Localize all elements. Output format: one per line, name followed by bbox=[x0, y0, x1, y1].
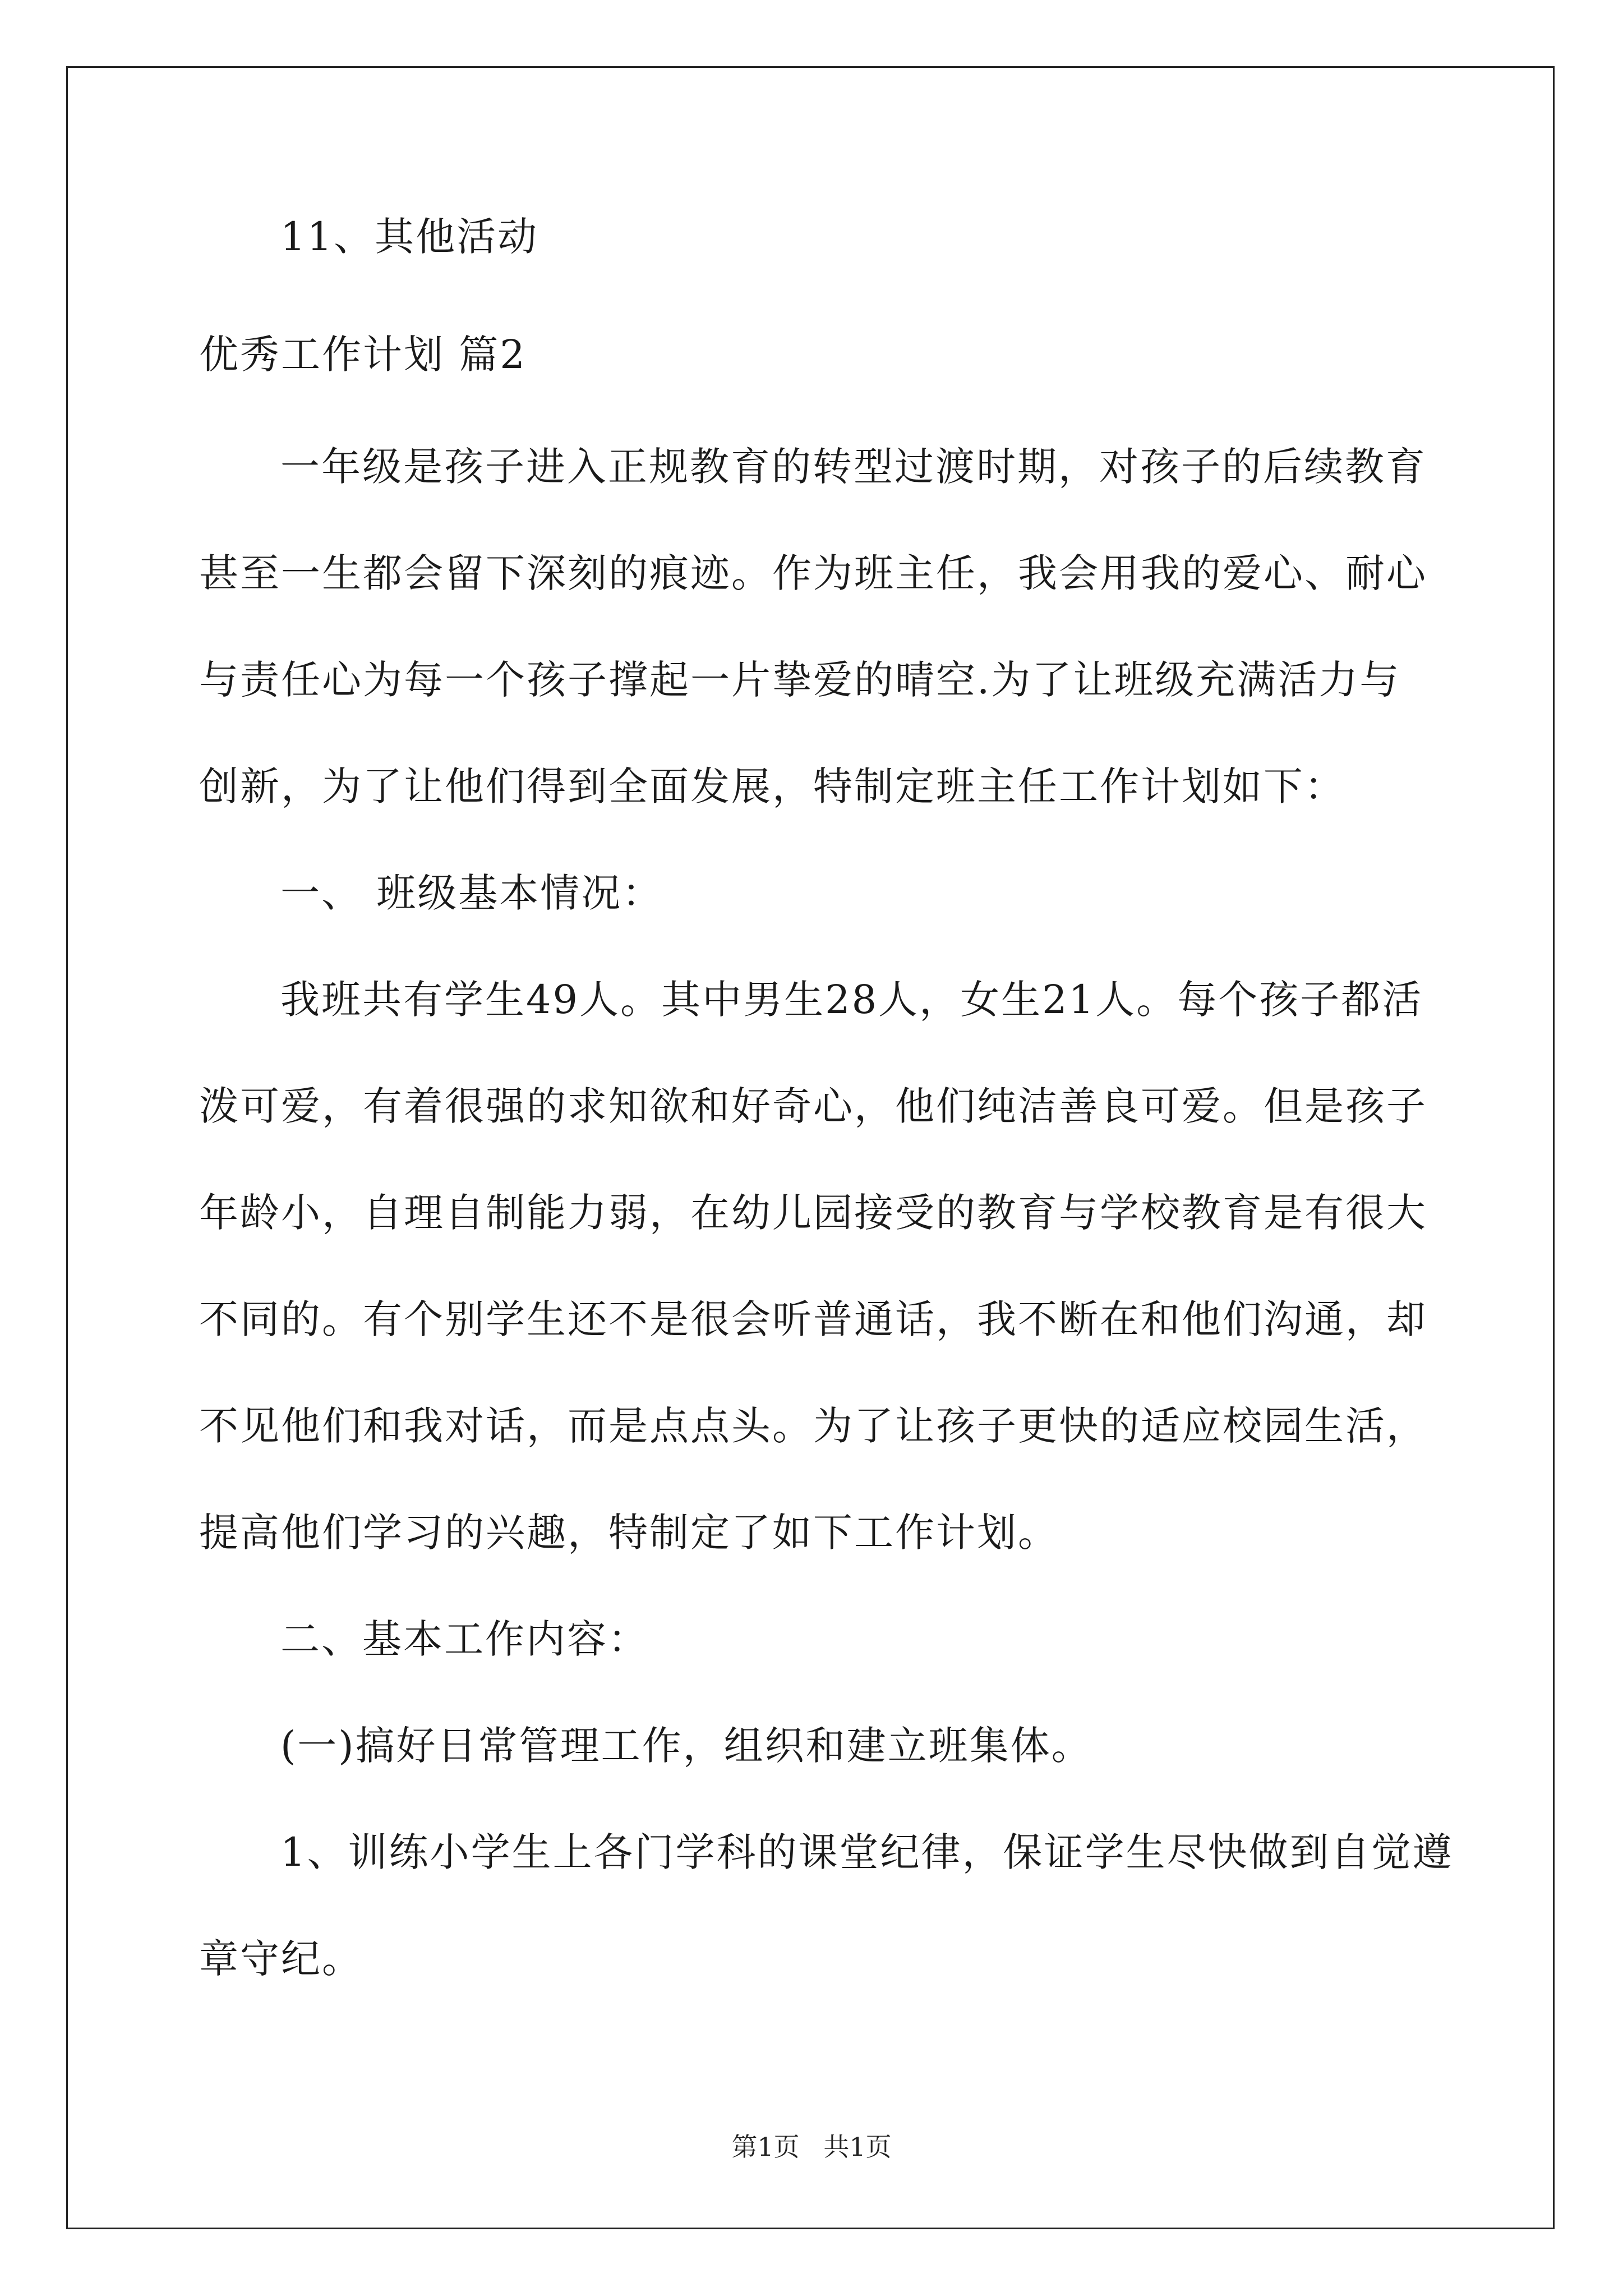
text-line: 创新，为了让他们得到全面发展，特制定班主任工作计划如下： bbox=[199, 763, 1345, 809]
text-line: 11、其他活动 bbox=[280, 214, 539, 260]
text-line: 1、训练小学生上各门学科的课堂纪律，保证学生尽快做到自觉遵 bbox=[280, 1829, 1454, 1875]
text-line: 我班共有学生49人。其中男生28人，女生21人。每个孩子都活 bbox=[280, 977, 1423, 1023]
text-line: 章守纪。 bbox=[199, 1936, 363, 1982]
text-line: 不同的。有个别学生还不是很会听普通话，我不断在和他们沟通，却 bbox=[199, 1296, 1427, 1342]
page-footer bbox=[0, 2132, 1623, 2162]
text-line: 甚至一生都会留下深刻的痕迹。作为班主任，我会用我的爱心、耐心 bbox=[199, 550, 1427, 596]
text-line: 泼可爱，有着很强的求知欲和好奇心，他们纯洁善良可爱。但是孩子 bbox=[199, 1083, 1427, 1129]
text-line: 一、 班级基本情况： bbox=[280, 870, 663, 916]
text-line: (一)搞好日常管理工作，组织和建立班集体。 bbox=[280, 1723, 1092, 1769]
text-line: 与责任心为每一个孩子撑起一片挚爱的晴空.为了让班级充满活力与 bbox=[199, 657, 1401, 703]
total-pages-label: 共1页 bbox=[823, 2132, 892, 2162]
text-line: 年龄小，自理自制能力弱，在幼儿园接受的教育与学校教育是有很大 bbox=[199, 1190, 1427, 1236]
text-line: 优秀工作计划 篇2 bbox=[199, 332, 527, 378]
text-line: 二、基本工作内容： bbox=[280, 1616, 649, 1662]
text-line: 一年级是孩子进入正规教育的转型过渡时期，对孩子的后续教育 bbox=[280, 444, 1427, 490]
page-border bbox=[66, 66, 1555, 2229]
current-page-label: 第1页 bbox=[731, 2132, 800, 2162]
text-line: 不见他们和我对话，而是点点头。为了让孩子更快的适应校园生活， bbox=[199, 1403, 1427, 1449]
text-line: 提高他们学习的兴趣，特制定了如下工作计划。 bbox=[199, 1510, 1059, 1556]
